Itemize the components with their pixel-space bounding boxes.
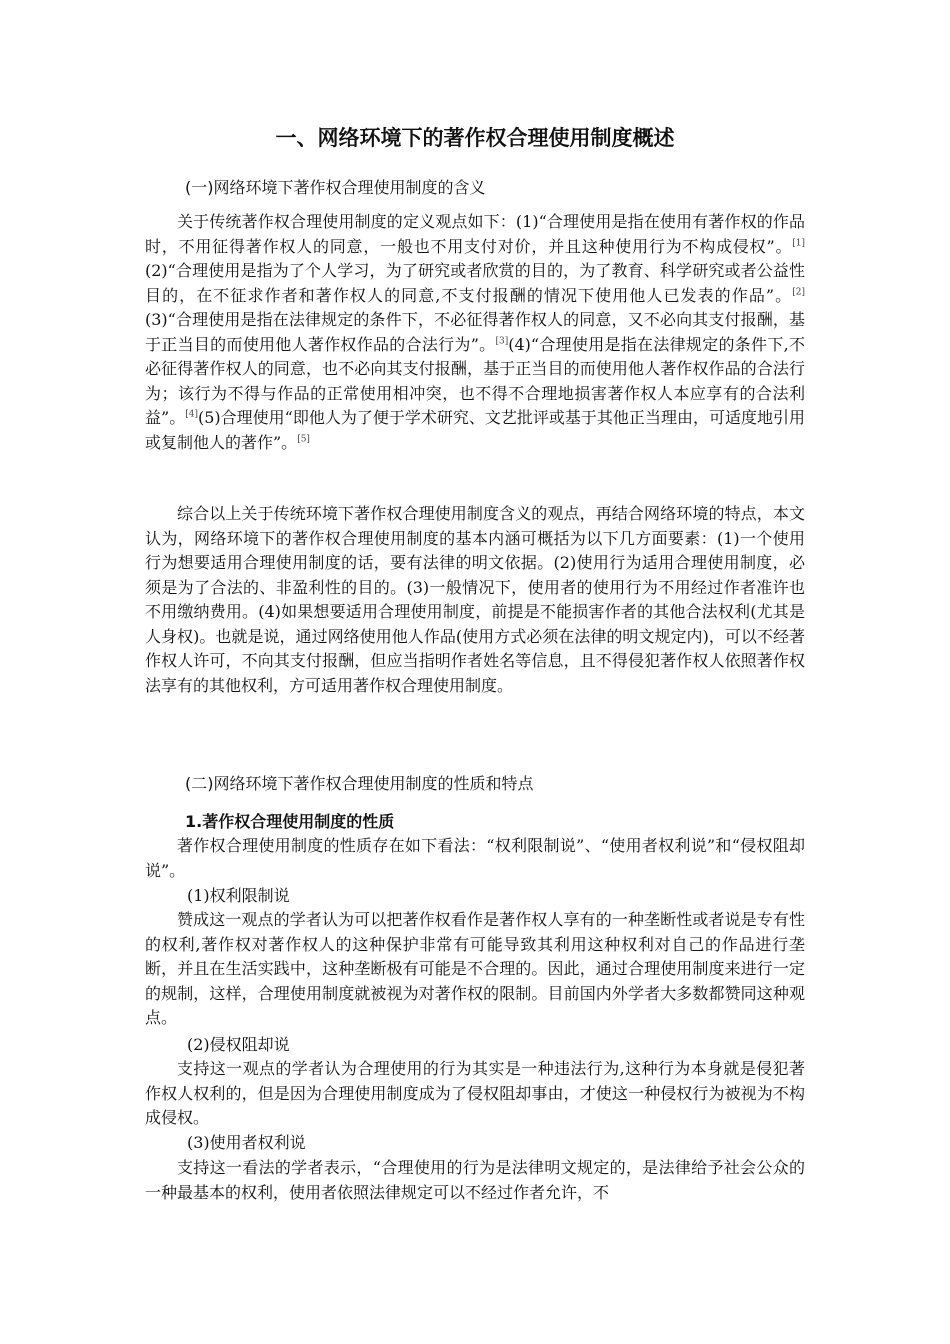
subsection-heading-nature: 1.著作权合理使用制度的性质 — [185, 812, 395, 831]
item-label-user-rights: (3)使用者权利说 — [187, 1133, 306, 1152]
citation-marker: [1] — [792, 238, 805, 249]
paragraph-infringement-defense: 支持这一观点的学者认为合理使用的行为其实是一种违法行为,这种行为本身就是侵犯著作权人权利的，但是因为合理使用制度成为了侵权阻却事由，才使这一种侵权行为被视为不构成侵权。 — [145, 1059, 805, 1127]
citation-marker: [2] — [792, 287, 805, 298]
paragraph-rights-limitation: 赞成这一观点的学者认为可以把著作权看作是著作权人享有的一种垄断性或者说是专有性的权利,著作权对著作权人的这种保护非常有可能导致其利用这种权利对自己的作品进行垄断，并且在生活实践中，这种垄断极有可能是不合理的。因此，通过合理使用制度来进行一定的规制，这样，合理使用制度就被视为对著作权的限制。目前国内外学者大多数都赞同这种观点。 — [145, 910, 805, 1027]
item-label-infringement-defense: (2)侵权阻却说 — [187, 1035, 290, 1054]
paragraph-text-segment: 关于传统著作权合理使用制度的定义观点如下：(1)“合理使用是指在使用有著作权的作品时，不用征得著作权人的同意，一般也不用支付对价，并且这种使用行为不构成侵权”。 — [145, 212, 805, 256]
item-label-rights-limitation: (1)权利限制说 — [187, 886, 290, 905]
paragraph-summary: 综合以上关于传统环境下著作权合理使用制度含义的观点，再结合网络环境的特点，本文认为，网络环境下的著作权合理使用制度的基本内涵可概括为以下几方面要素：(1)一个使用行为想要适用合理使用制度的话，要有法律的明文依据。(2)使用行为适用合理使用制度，必须是为了合法的、非盈利性的目的。(3)一般情况下，使用者的使用行为不用经过作者准许也不用缴纳费用。(4)如果想要适用合理使用制度，前提是不能损害作者的其他合法权利(尤其是人身权)。也就是说，通过网络使用他人作品(使用方式必须在法律的明文规定内)，可以不经著作权人许可，不向其支付报酬，但应当指明作者姓名等信息，且不得侵犯著作权人依照著作权法享有的其他权利，方可适用著作权合理使用制度。 — [145, 504, 805, 695]
section-heading-nature: (二)网络环境下著作权合理使用制度的性质和特点 — [185, 774, 534, 793]
citation-marker: [5] — [297, 434, 310, 445]
citation-marker: [4] — [185, 409, 198, 420]
paragraph-user-rights: 支持这一看法的学者表示，“合理使用的行为是法律明文规定的，是法律给予社会公众的一种最基本的权利，使用者依照法律规定可以不经过作者允许，不 — [145, 1158, 805, 1202]
paragraph-text-segment: (3)“合理使用是指在法律规定的条件下，不必征得著作权人的同意，又不必向其支付报酬，基于正当目的而使用他人著作权作品的合法行为”。 — [145, 310, 805, 354]
section-heading-meaning: (一)网络环境下著作权合理使用制度的含义 — [185, 178, 486, 197]
paragraph-nature-intro: 著作权合理使用制度的性质存在如下看法：“权利限制说”、“使用者权利说”和“侵权阻却说”。 — [145, 836, 805, 880]
chapter-title: 一、网络环境下的著作权合理使用制度概述 — [275, 126, 675, 150]
paragraph-text-segment: (2)“合理使用是指为了个人学习，为了研究或者欣赏的目的，为了教育、科学研究或者公益性目的，在不征求作者和著作权人的同意,不支付报酬的情况下使用他人已发表的作品”。 — [145, 261, 805, 305]
paragraph-text-segment: (5)合理使用“即他人为了便于学术研究、文艺批评或基于其他正当理由，可适度地引用或复制他人的著作”。 — [145, 408, 805, 452]
paragraph-text-segment: (4)“合理使用是指在法律规定的条件下,不必征得著作权人的同意，也不必向其支付报酬，基于正当目的而使用他人著作权作品的合法行为；该行为不得与作品的正常使用相冲突，也不得不合理地损害著作权人本应享有的合法利益”。 — [145, 334, 805, 427]
citation-marker: [3] — [495, 336, 509, 347]
paragraph-definitions — [145, 210, 805, 455]
